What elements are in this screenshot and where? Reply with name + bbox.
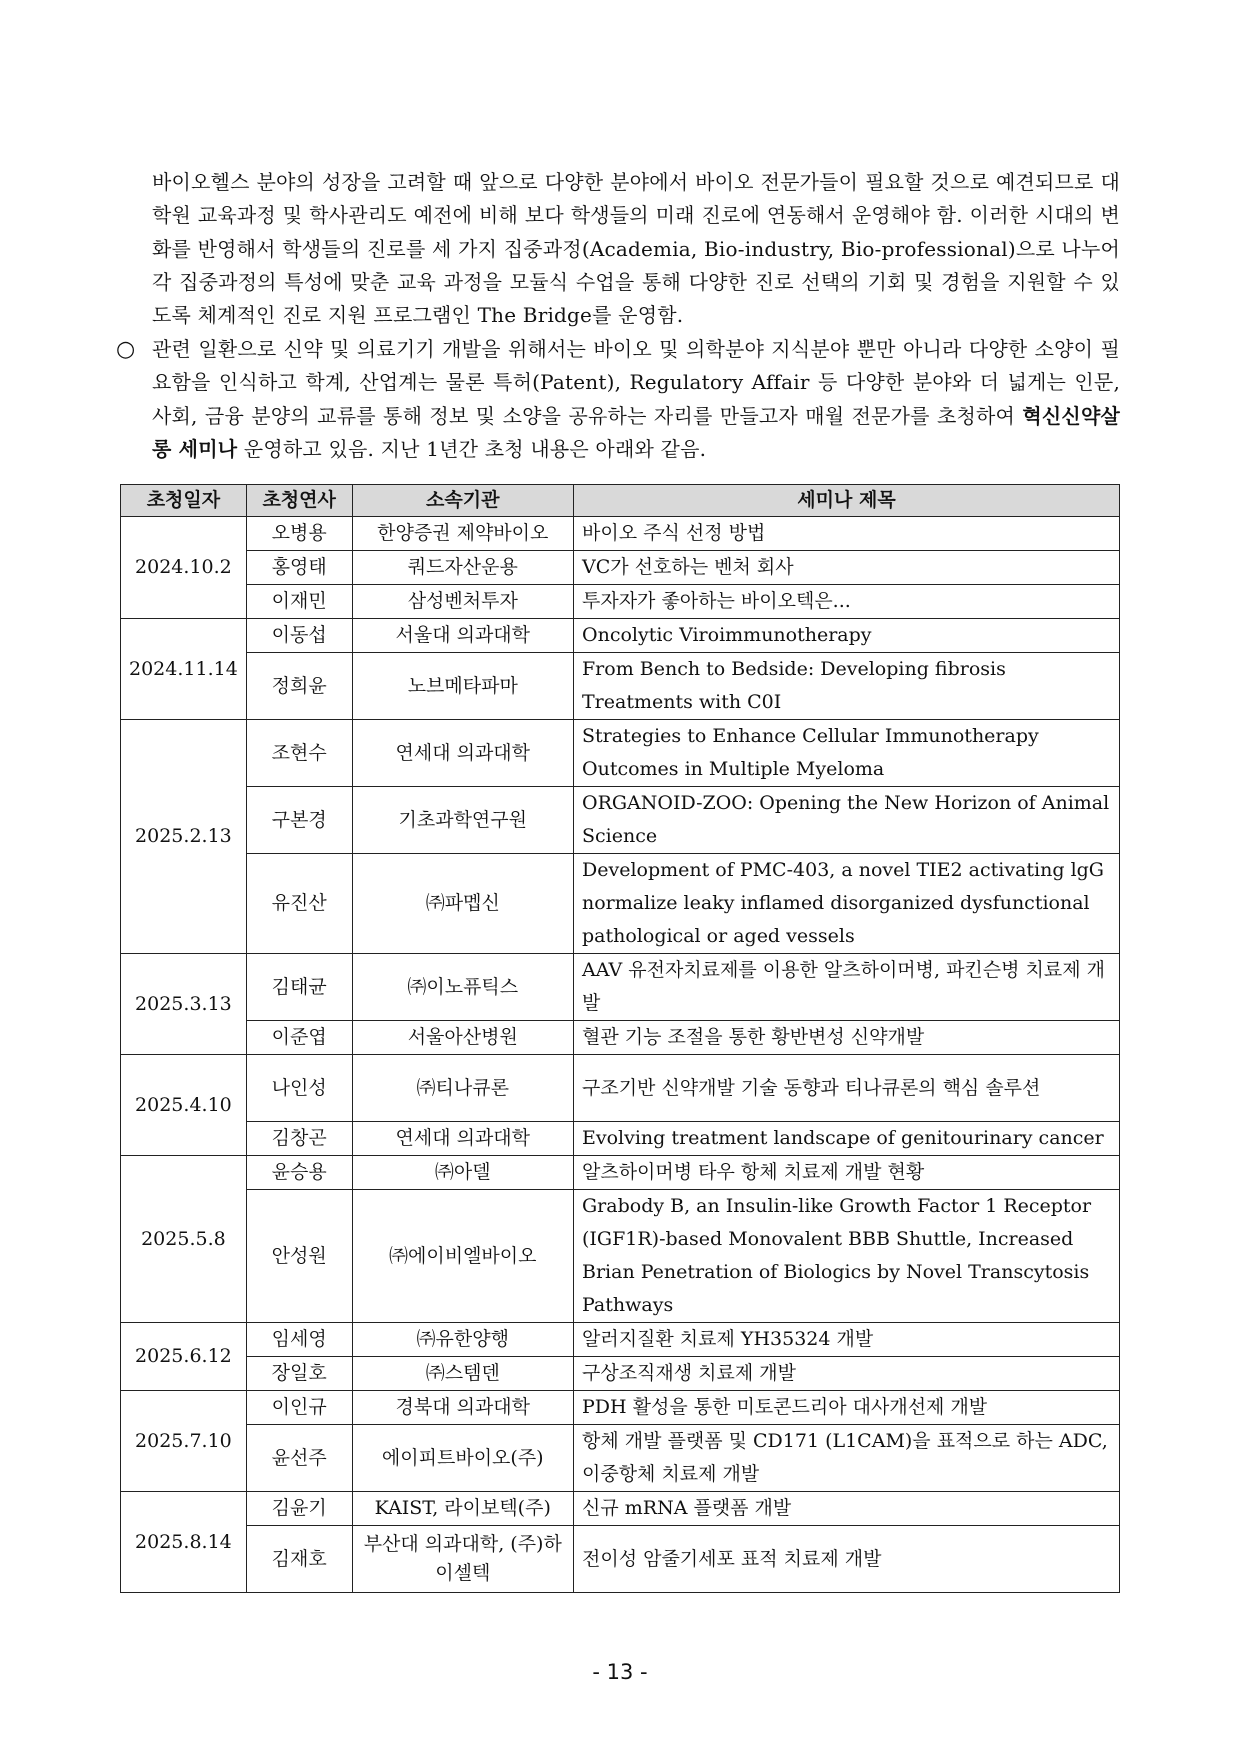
header-date: 초청일자 — [121, 485, 247, 517]
header-seminar-title: 세미나 제목 — [574, 485, 1120, 517]
table-row — [121, 1391, 1120, 1425]
title-cell: 바이오 주식 선정 방법 — [574, 517, 1120, 551]
table-row — [121, 1357, 1120, 1391]
table-row — [121, 1122, 1120, 1156]
affiliation-cell: 부산대 의과대학, (주)하이셀텍 — [352, 1526, 573, 1593]
table-row — [121, 1055, 1120, 1122]
seminar-paragraph-text-2: 운영하고 있음. 지난 1년간 초청 내용은 아래와 같음. — [237, 436, 707, 461]
speaker-cell: 김윤기 — [246, 1492, 352, 1526]
affiliation-cell: 기초과학연구원 — [352, 787, 573, 854]
speaker-cell: 임세영 — [246, 1323, 352, 1357]
speaker-cell: 구본경 — [246, 787, 352, 854]
speaker-cell: 이재민 — [246, 585, 352, 619]
date-cell: 2025.7.10 — [121, 1391, 247, 1492]
title-cell: 신규 mRNA 플랫폼 개발 — [574, 1492, 1120, 1526]
title-cell: 알러지질환 치료제 YH35324 개발 — [574, 1323, 1120, 1357]
affiliation-cell: ㈜파멥신 — [352, 854, 573, 954]
affiliation-cell: 서울아산병원 — [352, 1021, 573, 1055]
date-cell: 2025.4.10 — [121, 1055, 247, 1156]
speaker-cell: 안성원 — [246, 1190, 352, 1323]
affiliation-cell: 한양증권 제약바이오 — [352, 517, 573, 551]
title-cell: Grabody B, an Insulin-like Growth Factor 1 Receptor (IGF1R)-based Monovalent BBB Shuttle, Increased Brian Penetration of Biologics by Novel Transcytosis Pathways — [574, 1190, 1120, 1323]
title-cell: Evolving treatment landscape of genitourinary cancer — [574, 1122, 1120, 1156]
title-cell: VC가 선호하는 벤처 회사 — [574, 551, 1120, 585]
table-row — [121, 619, 1120, 653]
table-row — [121, 1156, 1120, 1190]
table-row — [121, 1526, 1120, 1593]
speaker-cell: 이인규 — [246, 1391, 352, 1425]
speaker-cell: 오병용 — [246, 517, 352, 551]
header-affiliation: 소속기관 — [352, 485, 573, 517]
title-cell: 투자자가 좋아하는 바이오텍은... — [574, 585, 1120, 619]
header-speaker: 초청연사 — [246, 485, 352, 517]
speaker-cell: 이동섭 — [246, 619, 352, 653]
title-cell: ORGANOID-ZOO: Opening the New Horizon of Animal Science — [574, 787, 1120, 854]
date-cell: 2025.6.12 — [121, 1323, 247, 1391]
table-row — [121, 1425, 1120, 1492]
table-row — [121, 1492, 1120, 1526]
affiliation-cell: ㈜아델 — [352, 1156, 573, 1190]
table-row — [121, 854, 1120, 954]
seminar-name-bold: 혁신신약살롱 세미나 — [152, 403, 1120, 461]
speaker-cell: 홍영태 — [246, 551, 352, 585]
seminar-paragraph — [152, 333, 1120, 466]
title-cell: PDH 활성을 통한 미토콘드리아 대사개선제 개발 — [574, 1391, 1120, 1425]
affiliation-cell: ㈜에이비엘바이오 — [352, 1190, 573, 1323]
table-row — [121, 1021, 1120, 1055]
affiliation-cell: 경북대 의과대학 — [352, 1391, 573, 1425]
table-row — [121, 551, 1120, 585]
page-number: - 13 - — [592, 1660, 648, 1684]
table-row — [121, 653, 1120, 720]
affiliation-cell: 에이피트바이오(주) — [352, 1425, 573, 1492]
speaker-cell: 장일호 — [246, 1357, 352, 1391]
date-cell: 2025.8.14 — [121, 1492, 247, 1593]
speaker-cell: 나인성 — [246, 1055, 352, 1122]
speaker-cell: 유진산 — [246, 854, 352, 954]
seminar-table — [120, 484, 1120, 1593]
title-cell: 혈관 기능 조절을 통한 황반변성 신약개발 — [574, 1021, 1120, 1055]
speaker-cell: 윤승용 — [246, 1156, 352, 1190]
speaker-cell: 정희윤 — [246, 653, 352, 720]
date-cell: 2024.10.2 — [121, 517, 247, 619]
affiliation-cell: 쿼드자산운용 — [352, 551, 573, 585]
title-cell: Development of PMC-403, a novel TIE2 activating lgG normalize leaky inflamed disorganized dysfunctional pathological or aged vessels — [574, 854, 1120, 954]
table-row — [121, 1323, 1120, 1357]
title-cell: 항체 개발 플랫폼 및 CD171 (L1CAM)을 표적으로 하는 ADC, 이중항체 치료제 개발 — [574, 1425, 1120, 1492]
title-cell: 전이성 암줄기세포 표적 치료제 개발 — [574, 1526, 1120, 1593]
title-cell: Oncolytic Viroimmunotherapy — [574, 619, 1120, 653]
table-row — [121, 585, 1120, 619]
date-cell: 2025.3.13 — [121, 954, 247, 1055]
affiliation-cell: 연세대 의과대학 — [352, 1122, 573, 1156]
speaker-cell: 이준엽 — [246, 1021, 352, 1055]
affiliation-cell: KAIST, 라이보텍(주) — [352, 1492, 573, 1526]
date-cell: 2024.11.14 — [121, 619, 247, 720]
affiliation-cell: 연세대 의과대학 — [352, 720, 573, 787]
table-row — [121, 1190, 1120, 1323]
affiliation-cell: ㈜이노퓨틱스 — [352, 954, 573, 1021]
table-row — [121, 787, 1120, 854]
affiliation-cell: 노브메타파마 — [352, 653, 573, 720]
intro-paragraph: 바이오헬스 분야의 성장을 고려할 때 앞으로 다양한 분야에서 바이오 전문가들이 필요할 것으로 예견되므로 대학원 교육과정 및 학사관리도 예전에 비해 보다 학생들의 미래 진로에 연동해서 운영해야 함. 이러한 시대의 변화를 반영해서 학생들의 진로를 세 가지 집중과정(Academia, Bio-industry, Bio-professional)으로 나누어 각 집중과정의 특성에 맞춘 교육 과정을 모듈식 수업을 통해 다양한 진로 선택의 기회 및 경험을 지원할 수 있도록 체계적인 진로 지원 프로그램인 The Bridge를 운영함. — [152, 170, 1120, 328]
table-row — [121, 517, 1120, 551]
speaker-cell: 윤선주 — [246, 1425, 352, 1492]
affiliation-cell: ㈜스템덴 — [352, 1357, 573, 1391]
speaker-cell: 김창곤 — [246, 1122, 352, 1156]
affiliation-cell: 서울대 의과대학 — [352, 619, 573, 653]
affiliation-cell: 삼성벤처투자 — [352, 585, 573, 619]
table-row — [121, 720, 1120, 787]
seminar-paragraph-text-1: 관련 일환으로 신약 및 의료기기 개발을 위해서는 바이오 및 의학분야 지식분야 뿐만 아니라 다양한 소양이 필요함을 인식하고 학계, 산업계는 물론 특허(Patent), Regulatory Affair 등 다양한 분야와 더 넓게는 인문, 사회, 금융 분양의 교류를 통해 정보 및 소양을 공유하는 자리를 만들고자 매월 전문가를 초청하여 — [152, 337, 1120, 428]
date-cell: 2025.5.8 — [121, 1156, 247, 1323]
title-cell: AAV 유전자치료제를 이용한 알츠하이머병, 파킨슨병 치료제 개발 — [574, 954, 1120, 1021]
title-cell: 알츠하이머병 타우 항체 치료제 개발 현황 — [574, 1156, 1120, 1190]
circle-bullet-icon: ○ — [116, 337, 136, 362]
table-header-row — [121, 485, 1120, 517]
title-cell: From Bench to Bedside: Developing fibrosis Treatments with C0I — [574, 653, 1120, 720]
affiliation-cell: ㈜유한양행 — [352, 1323, 573, 1357]
title-cell: 구조기반 신약개발 기술 동향과 티나큐론의 핵심 솔루션 — [574, 1055, 1120, 1122]
table-row — [121, 954, 1120, 1021]
title-cell: Strategies to Enhance Cellular Immunotherapy Outcomes in Multiple Myeloma — [574, 720, 1120, 787]
speaker-cell: 조현수 — [246, 720, 352, 787]
speaker-cell: 김재호 — [246, 1526, 352, 1593]
speaker-cell: 김태균 — [246, 954, 352, 1021]
date-cell: 2025.2.13 — [121, 720, 247, 954]
title-cell: 구상조직재생 치료제 개발 — [574, 1357, 1120, 1391]
affiliation-cell: ㈜티나큐론 — [352, 1055, 573, 1122]
